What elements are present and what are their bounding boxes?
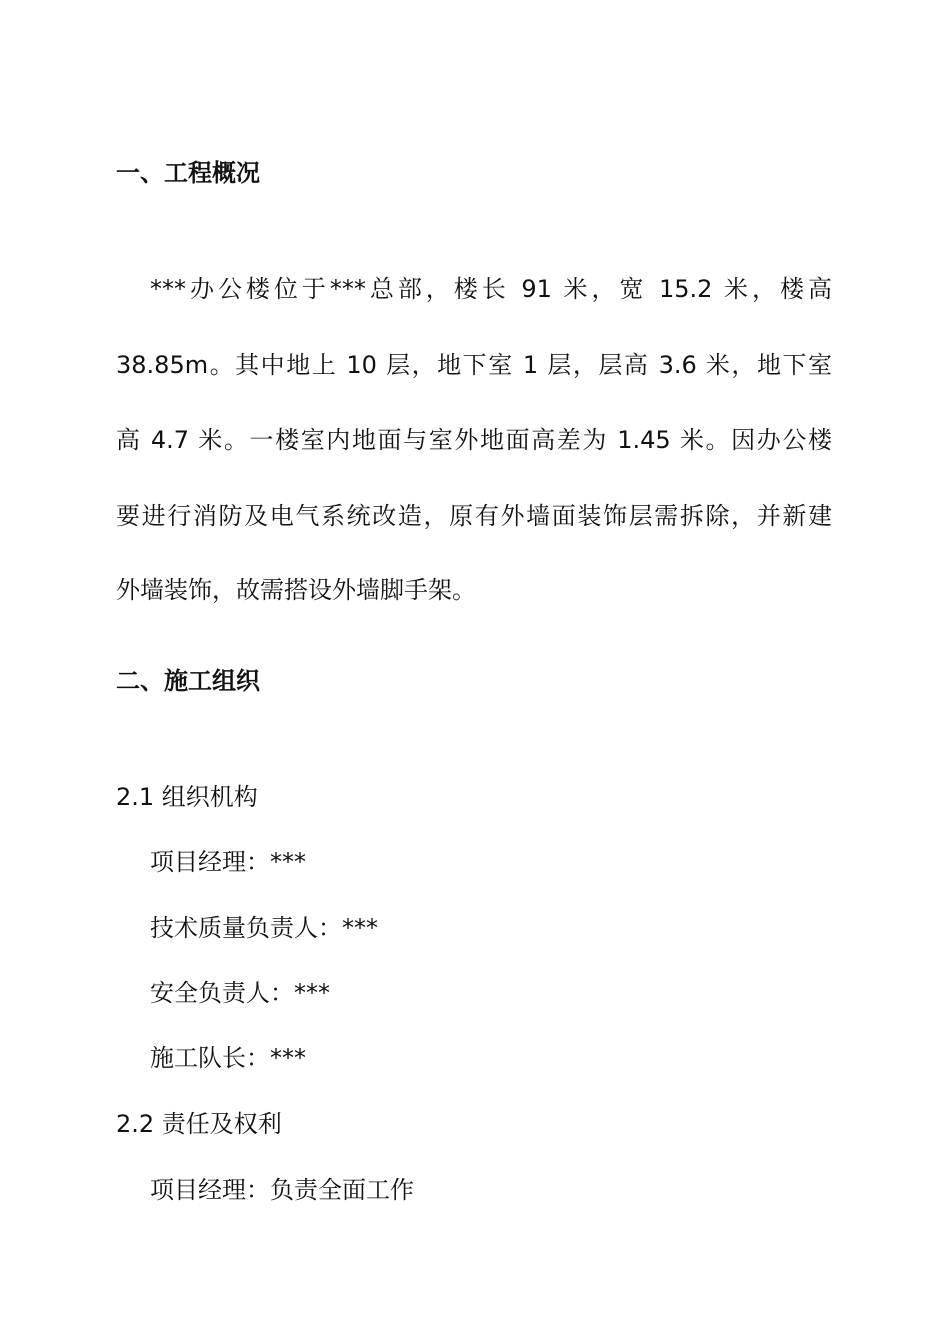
duty-item-project-manager: 项目经理：负责全面工作 [150,1176,414,1204]
org-item-quality-lead: 技术质量负责人：*** [150,914,378,942]
subsection-heading-structure: 2.1 组织机构 [116,783,258,811]
paragraph-line-3: 高 4.7 米。一楼室内地面与室外地面高差为 1.45 米。因办公楼 [116,426,832,454]
paragraph-line-5: 外墙装饰，故需搭设外墙脚手架。 [116,576,476,604]
paragraph-line-1: ***办公楼位于***总部，楼长 91 米，宽 15.2 米，楼高 [150,275,832,303]
paragraph-line-4: 要进行消防及电气系统改造，原有外墙面装饰层需拆除，并新建 [116,502,832,530]
org-item-team-leader: 施工队长：*** [150,1044,306,1072]
section-heading-organization: 二、施工组织 [116,667,260,695]
org-item-project-manager: 项目经理：*** [150,848,306,876]
section-heading-overview: 一、工程概况 [116,159,260,187]
paragraph-line-2: 38.85m。其中地上 10 层，地下室 1 层，层高 3.6 米，地下室 [116,351,832,379]
org-item-safety-lead: 安全负责人：*** [150,979,330,1007]
subsection-heading-duties: 2.2 责任及权利 [116,1110,282,1138]
